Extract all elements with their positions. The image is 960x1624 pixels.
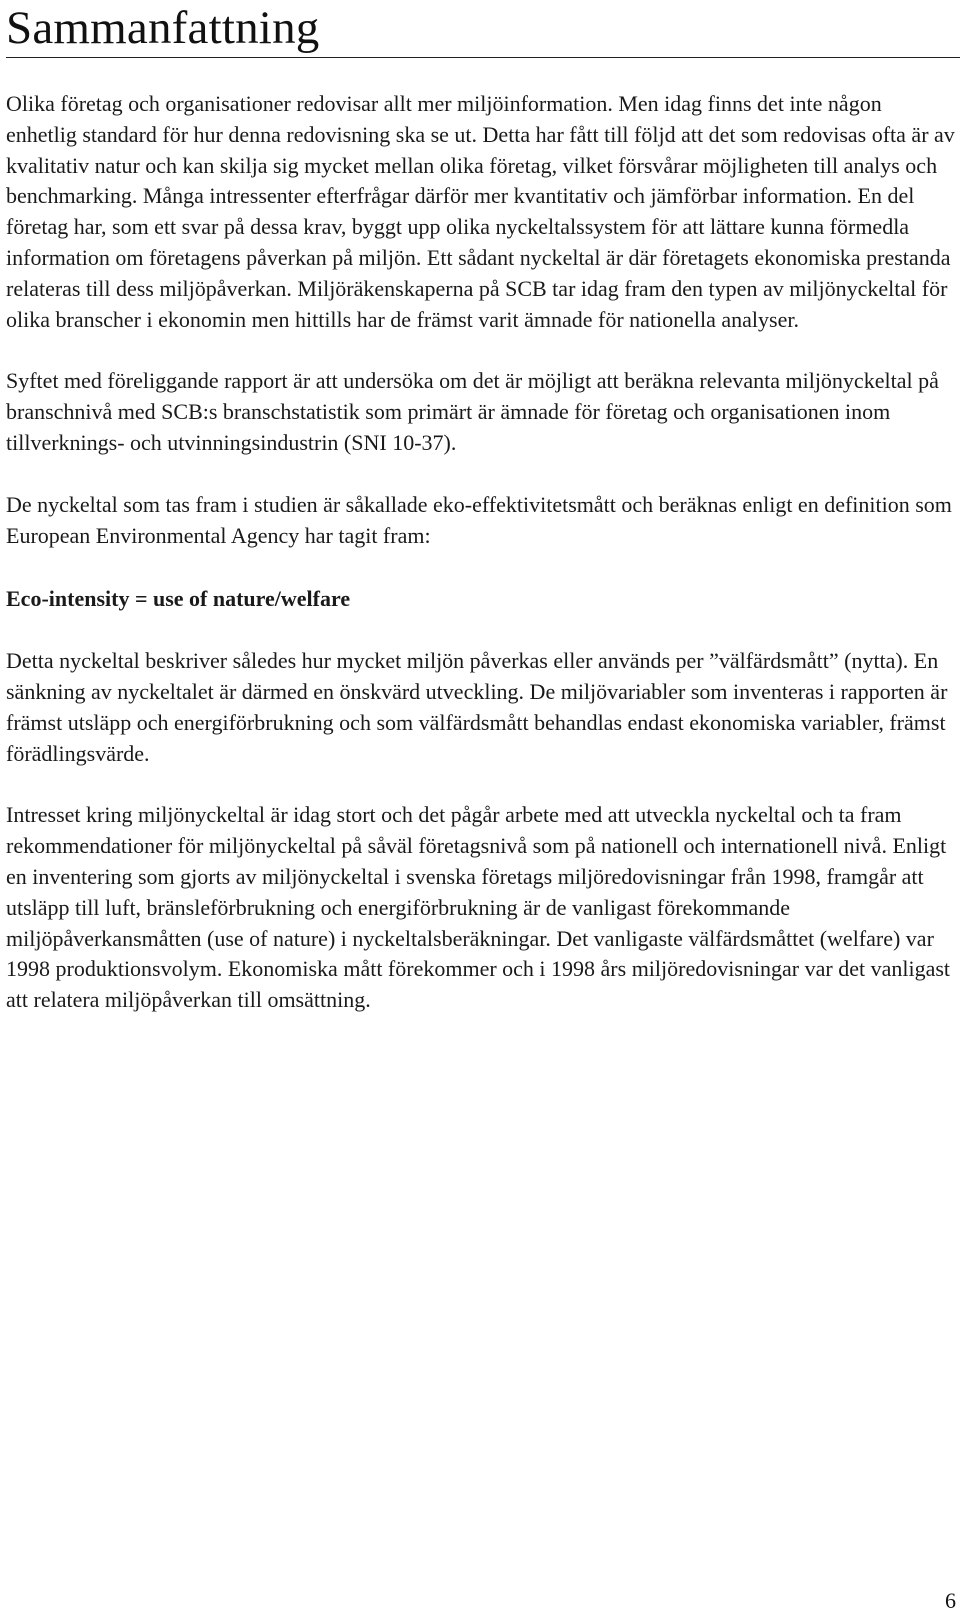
paragraph-explanation: Detta nyckeltal beskriver således hur mycket miljön påverkas eller används per ”välfärdsmått” (nytta). En sänkning av nyckeltalet är därmed en önskvärd utveckling. De miljövariabler som inventeras i rapporten är främst utsläpp och energiförbrukning och som välfärdsmått behandlas endast ekonomiska variabler, främst förädlingsvärde. — [6, 648, 948, 766]
document-page — [6, 0, 960, 1624]
paragraph-definition: De nyckeltal som tas fram i studien är såkallade eko-effektivitetsmått och beräknas enligt en definition som European Environmental Agency har tagit fram: — [6, 491, 952, 548]
page-number: 6 — [945, 1588, 956, 1613]
paragraph-intro: Olika företag och organisationer redovisar allt mer miljöinformation. Men idag finns det inte någon enhetlig standard för hur denna redovisning ska se ut. Detta har fått till följd att det som redovisas ofta är av kvalitativ natur och kan skilja sig mycket mellan olika företag, vilket försvårar möjligheten till analys och benchmarking. Många intressenter efterfrågar därför mer kvantitativ och jämförbar information. En del företag har, som ett svar på dessa krav, byggt upp olika nyckeltalssystem för att lättare kunna förmedla information om företagens påverkan på miljön. Ett sådant nyckeltal är där företagets ekonomiska prestanda relateras till dess miljöpåverkan. Miljöräkenskaperna på SCB tar idag fram den typen av miljönyckeltal för olika branscher i ekonomin men hittills har de främst varit ämnade för nationella analyser. — [6, 91, 955, 332]
paragraph-purpose: Syftet med föreliggande rapport är att undersöka om det är möjligt att beräkna relevanta miljönyckeltal på branschnivå med SCB:s branschstatistik som primärt är ämnade för företag och organisationen inom tillverknings- och utvinningsindustrin (SNI 10-37). — [6, 368, 939, 455]
formula-eco-intensity: Eco-intensity = use of nature/welfare — [6, 586, 351, 612]
body-text — [6, 89, 956, 1047]
section-heading: Sammanfattning — [6, 2, 320, 54]
paragraph-interest: Intresset kring miljönyckeltal är idag stort och det pågår arbete med att utveckla nyckeltal och ta fram rekommendationer för miljönyckeltal på såväl företagsnivå som på nationell och internationell nivå. Enligt en inventering som gjorts av miljönyckeltal i svenska företags miljöredovisningar från 1998, framgår att utsläpp till luft, bränsleförbrukning och energiförbrukning är de vanligast förekommande miljöpåverkansmåtten (use of nature) i nyckeltalsberäkningar. Det vanligaste välfärdsmåttet (welfare) var 1998 produktionsvolym. Ekonomiska mått förekommer och i 1998 års miljöredovisningar var det vanligast att relatera miljöpåverkan till omsättning. — [6, 802, 951, 1013]
heading-rule — [6, 57, 960, 58]
